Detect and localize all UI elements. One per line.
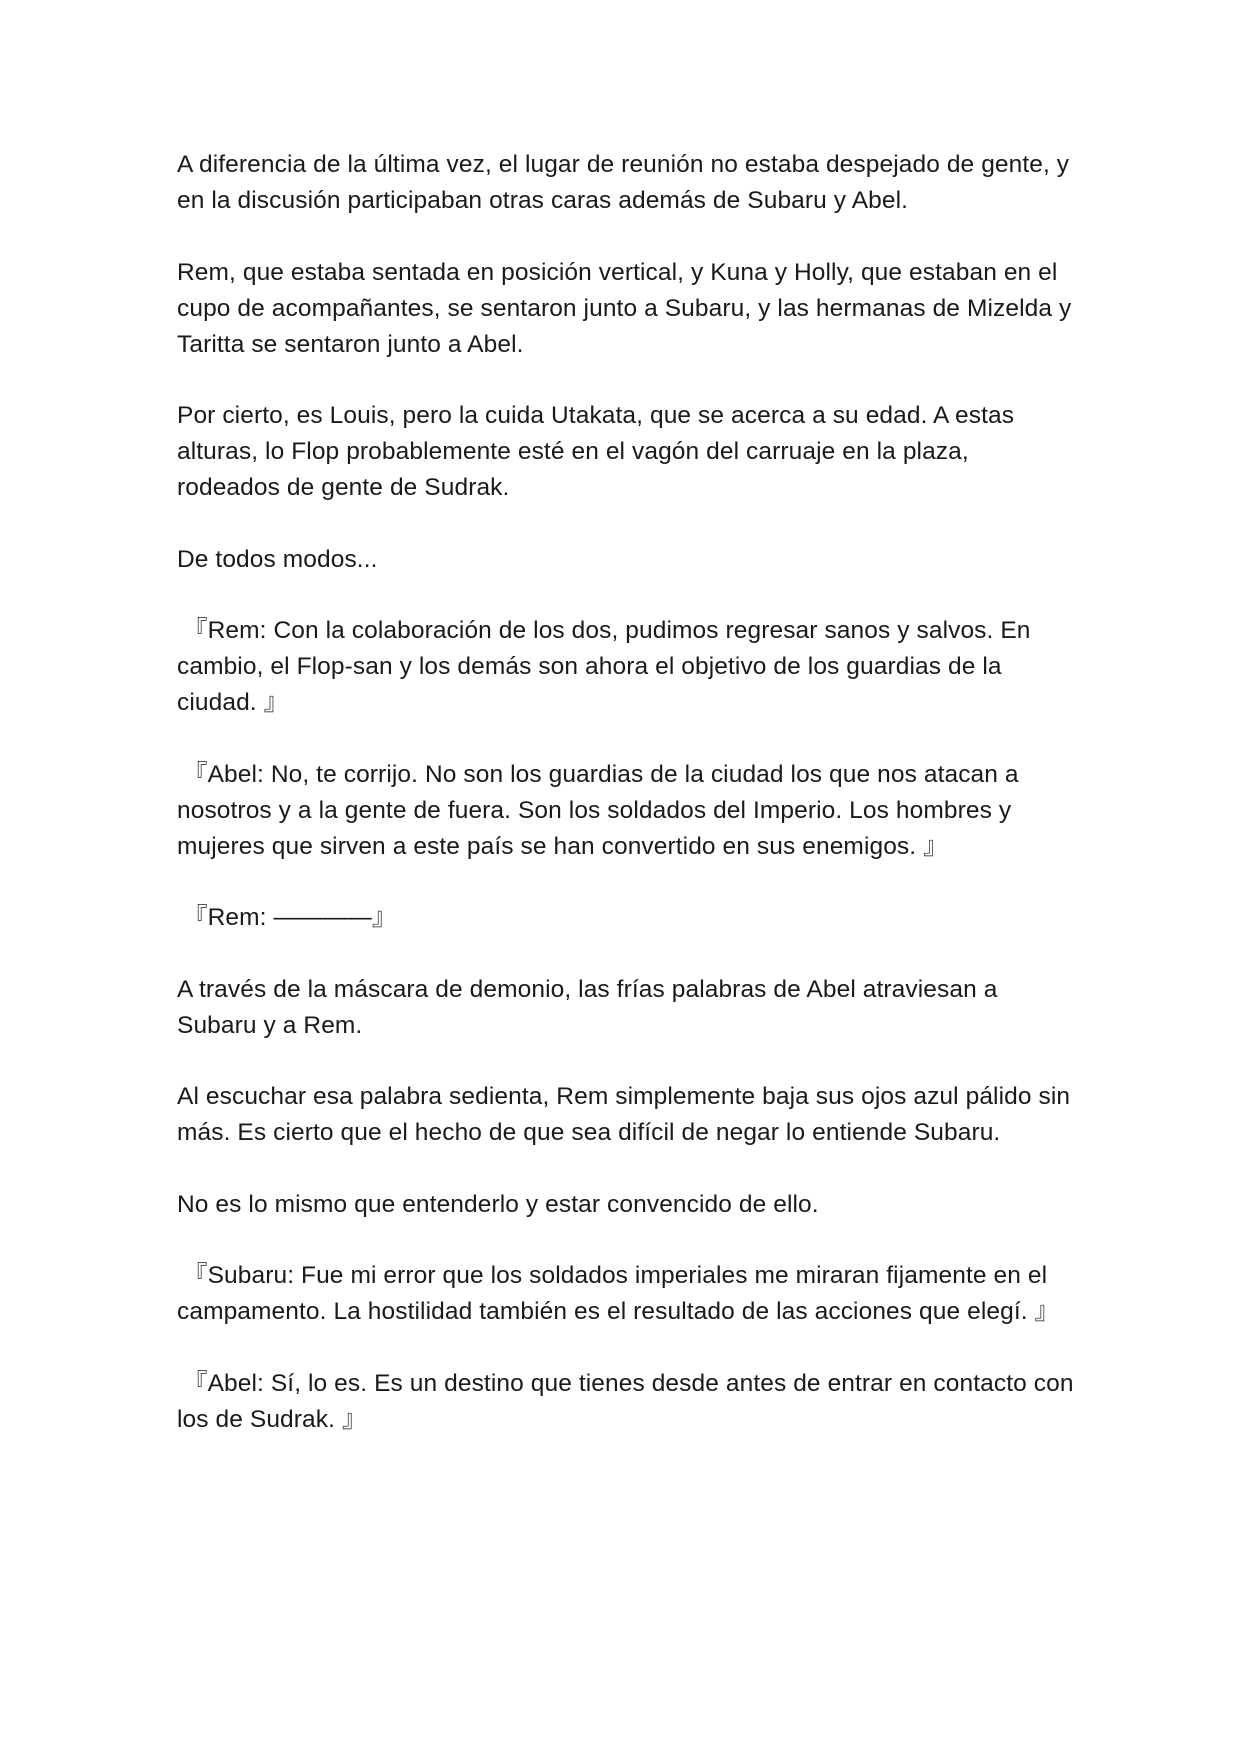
paragraph: De todos modos... (177, 545, 378, 573)
dialogue-line: 『Abel: No, te corrijo. No son los guardias de la ciudad los que nos atacan a nosotros y a la gente de fuera. Son los soldados del Imperio. Los hombres y mujeres que sirven a este país se han convertido en sus enemigos. 』 (177, 760, 1019, 860)
paragraph: No es lo mismo que entenderlo y estar convencido de ello. (177, 1190, 819, 1218)
dialogue-line: 『Subaru: Fue mi error que los soldados imperiales me miraran fijamente en el campamento. La hostilidad también es el resultado de las acciones que elegí. 』 (177, 1262, 1060, 1325)
paragraph: Rem, que estaba sentada en posición vertical, y Kuna y Holly, que estaban en el cupo de acompañantes, se sentaron junto a Subaru, y las hermanas de Mizelda y Taritta se sentaron junto a Abel. (177, 258, 1072, 358)
document-body (177, 147, 1077, 1473)
paragraph: A través de la máscara de demonio, las frías palabras de Abel atraviesan a Subaru y a Rem. (177, 975, 998, 1039)
paragraph: Por cierto, es Louis, pero la cuida Utakata, que se acerca a su edad. A estas alturas, lo Flop probablemente esté en el vagón del carruaje en la plaza, rodeados de gente de Sudrak. (177, 402, 1015, 501)
dialogue-line: 『Rem: ————』 (183, 904, 397, 931)
paragraph: Al escuchar esa palabra sedienta, Rem simplemente baja sus ojos azul pálido sin más. Es cierto que el hecho de que sea difícil de negar lo entiende Subaru. (177, 1083, 1071, 1146)
dialogue-line: 『Rem: Con la colaboración de los dos, pudimos regresar sanos y salvos. En cambio, el Flop-san y los demás son ahora el objetivo de los guardias de la ciudad. 』 (177, 617, 1031, 716)
paragraph: A diferencia de la última vez, el lugar de reunión no estaba despejado de gente, y en la discusión participaban otras caras además de Subaru y Abel. (177, 151, 1070, 214)
dialogue-line: 『Abel: Sí, lo es. Es un destino que tienes desde antes de entrar en contacto con los de Sudrak. 』 (177, 1369, 1074, 1433)
